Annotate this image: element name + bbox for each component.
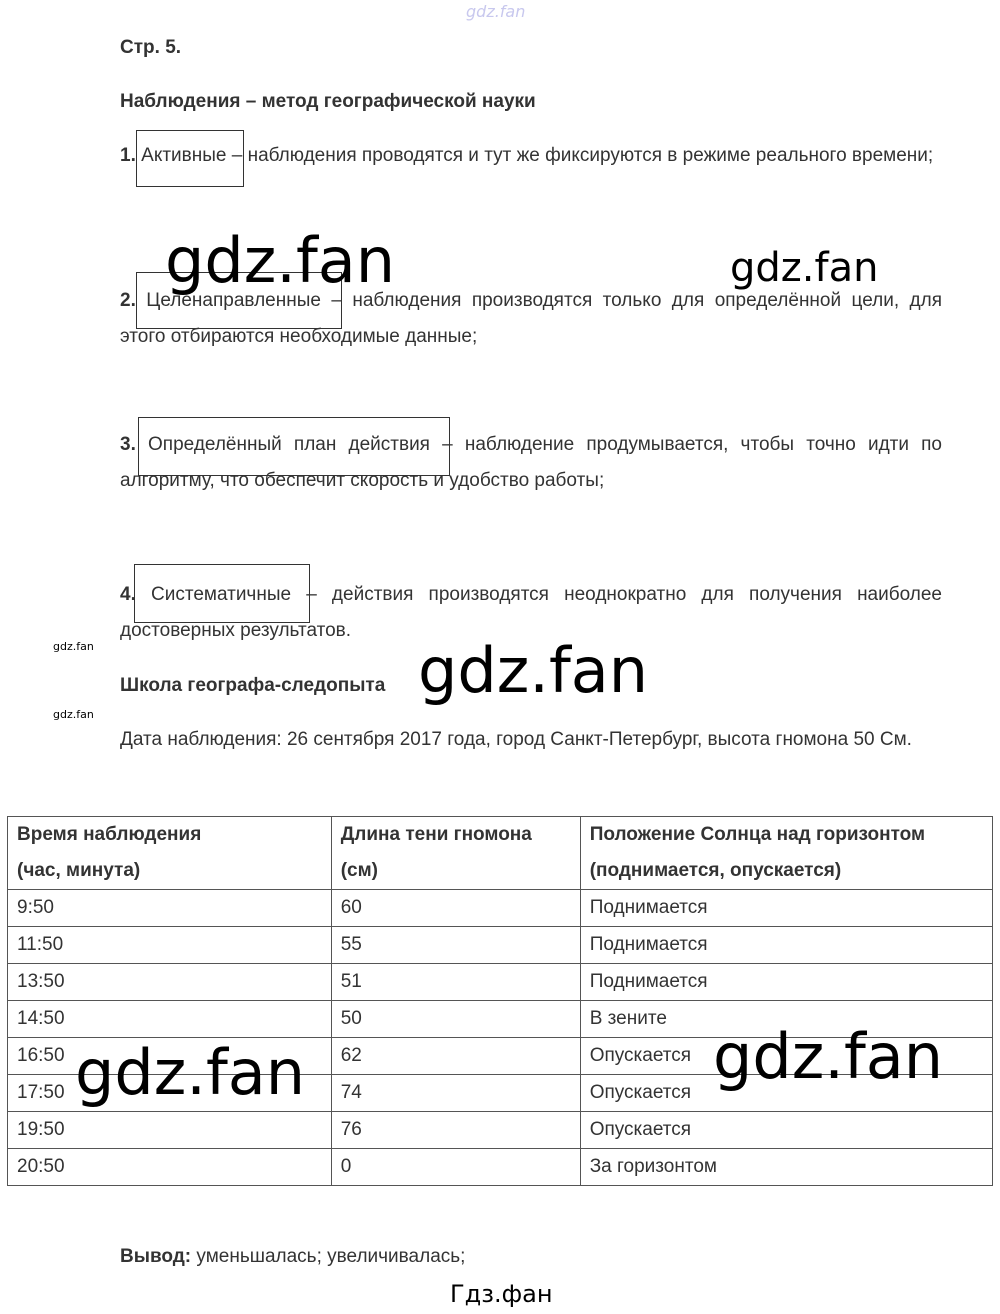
cell-sun-position: Опускается <box>580 1038 992 1075</box>
cell-sun-position: Поднимается <box>580 964 992 1001</box>
item-4-term: Систематичные <box>151 584 292 605</box>
table-row <box>8 964 993 1001</box>
observation-table <box>7 816 993 1186</box>
cell-time: 14:50 <box>8 1001 332 1038</box>
item-2-definition: – наблюдения производятся только для определённой цели, для этого отбираются необходимые данные; <box>120 290 942 347</box>
conclusion-label: Вывод: <box>120 1246 192 1267</box>
cell-time: 19:50 <box>8 1112 332 1149</box>
item-3-definition: – наблюдение продумывается, чтобы точно идти по алгоритму, что обеспечит скорость и удобство работы; <box>120 434 942 491</box>
item-1-number: 1. <box>120 145 136 166</box>
item-1-definition: – наблюдения проводятся и тут же фиксируются в режиме реального времени; <box>226 145 934 166</box>
cell-time: 20:50 <box>8 1149 332 1186</box>
section-title: Наблюдения – метод географической науки <box>120 91 536 112</box>
cell-sun-position: В зените <box>580 1001 992 1038</box>
header-sun-position: Положение Солнца над горизонтом (поднимается, опускается) <box>580 817 992 890</box>
watermark-small-2: gdz.fan <box>53 708 94 721</box>
cell-shadow-length: 76 <box>331 1112 580 1149</box>
item-4-number: 4. <box>120 584 136 605</box>
item-2-term: Целенаправленные <box>146 290 321 311</box>
cell-shadow-length: 50 <box>331 1001 580 1038</box>
cell-sun-position: Опускается <box>580 1112 992 1149</box>
cell-time: 17:50 <box>8 1075 332 1112</box>
watermark-large-4: gdz.fan <box>713 1020 944 1093</box>
table-row <box>8 890 993 927</box>
conclusion-text: уменьшалась; увеличивалась; <box>191 1246 466 1267</box>
cell-time: 9:50 <box>8 890 332 927</box>
cell-time: 11:50 <box>8 927 332 964</box>
watermark-large-1: gdz.fan <box>165 224 396 297</box>
watermark-top: gdz.fan <box>466 2 526 21</box>
cell-time: 16:50 <box>8 1038 332 1075</box>
header-time: Время наблюдения (час, минута) <box>8 817 332 890</box>
cell-shadow-length: 62 <box>331 1038 580 1075</box>
watermark-large-3: gdz.fan <box>75 1036 306 1109</box>
cell-time: 13:50 <box>8 964 332 1001</box>
date-text: Дата наблюдения: 26 сентября 2017 года, город Санкт-Петербург, высота гномона 50 См. <box>120 729 912 750</box>
item-4-definition: – действия производятся неоднократно для получения наиболее достоверных результатов. <box>120 584 942 641</box>
table-row <box>8 1149 993 1186</box>
item-1-term-box <box>136 130 244 187</box>
watermark-bottom: Гдз.фан <box>450 1280 553 1308</box>
cell-sun-position: Опускается <box>580 1075 992 1112</box>
school-title: Школа географа-следопыта <box>120 675 386 696</box>
cell-shadow-length: 55 <box>331 927 580 964</box>
watermark-large-2: gdz.fan <box>418 634 649 707</box>
watermark-small-1: gdz.fan <box>53 640 94 653</box>
table-header-row <box>8 817 993 890</box>
cell-sun-position: Поднимается <box>580 927 992 964</box>
cell-shadow-length: 51 <box>331 964 580 1001</box>
cell-sun-position: Поднимается <box>580 890 992 927</box>
item-1-term: Активные <box>141 145 227 166</box>
item-3-number: 3. <box>120 434 136 455</box>
item-3-term: Определённый план действия <box>148 434 430 455</box>
watermark-medium: gdz.fan <box>730 245 879 291</box>
item-3-term-box <box>138 417 450 476</box>
item-2-number: 2. <box>120 290 136 311</box>
table-row <box>8 927 993 964</box>
conclusion <box>120 1239 465 1275</box>
cell-shadow-length: 0 <box>331 1149 580 1186</box>
header-shadow: Длина тени гномона (см) <box>331 817 580 890</box>
cell-shadow-length: 74 <box>331 1075 580 1112</box>
cell-sun-position: За горизонтом <box>580 1149 992 1186</box>
cell-shadow-length: 60 <box>331 890 580 927</box>
item-4-term-box <box>134 564 310 623</box>
table-row <box>8 1112 993 1149</box>
page-label: Стр. 5. <box>120 37 182 58</box>
